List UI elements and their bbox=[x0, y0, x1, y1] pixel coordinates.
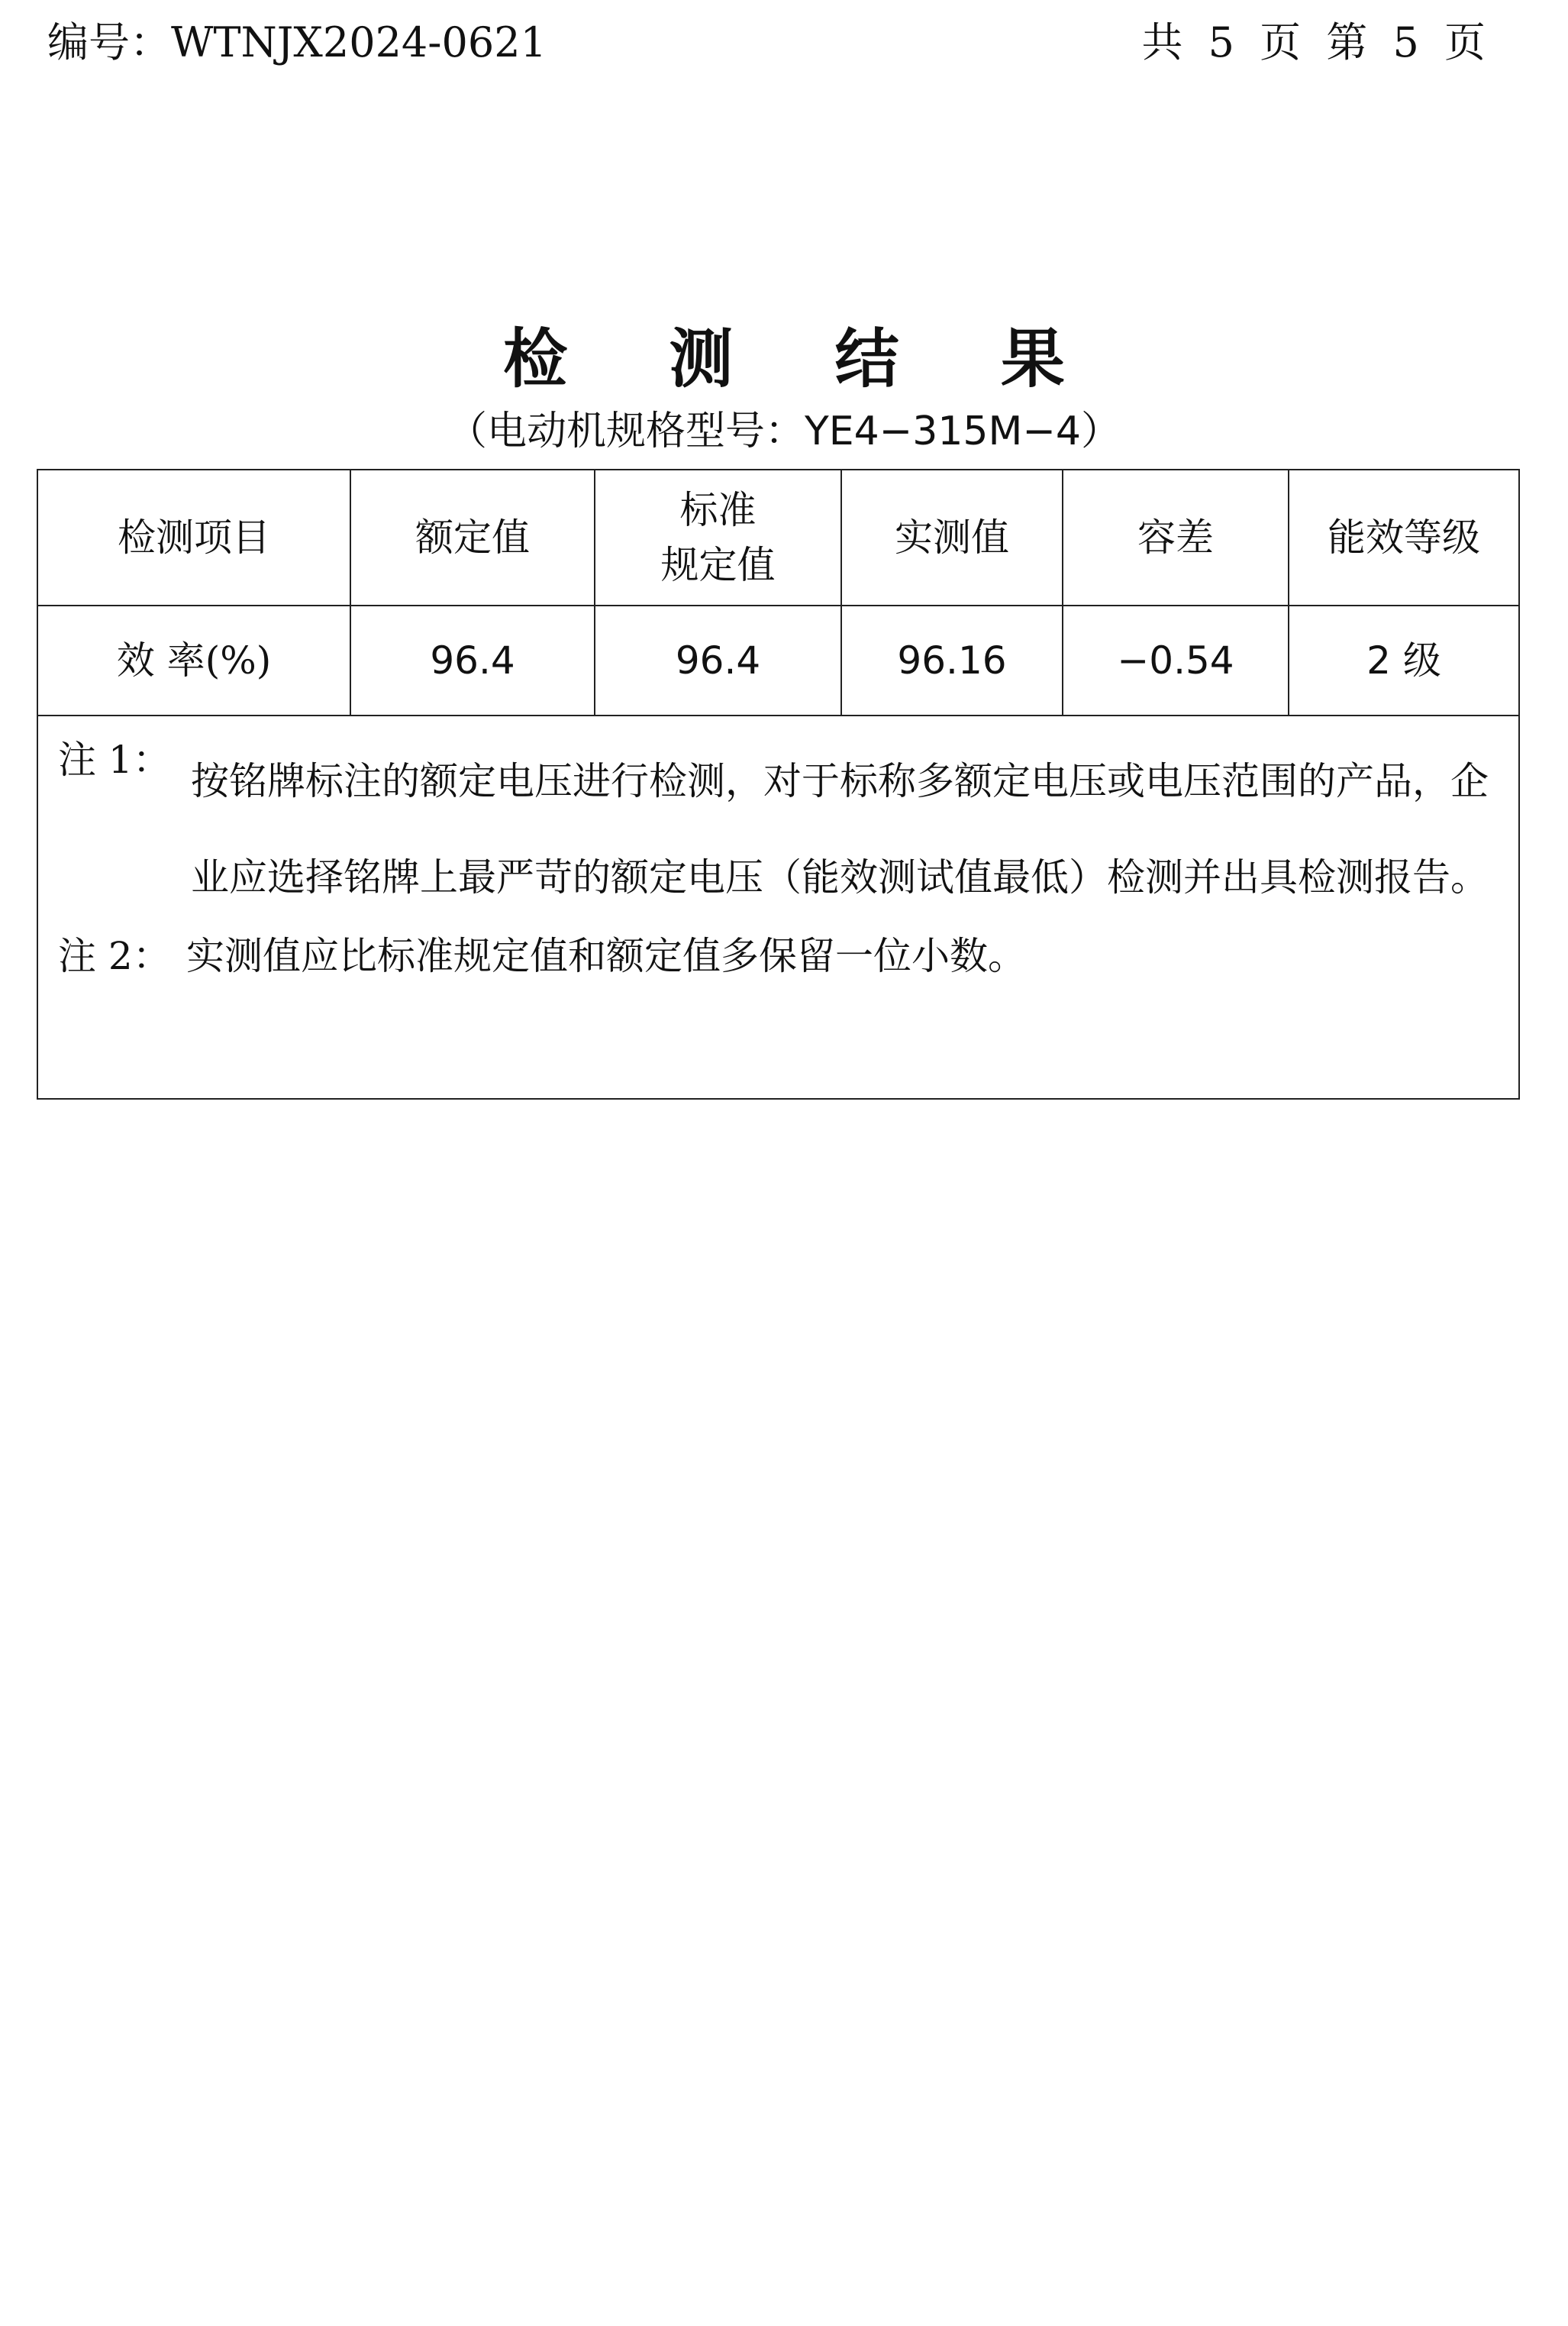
note-2-text: 实测值应比标准规定值和额定值多保留一位小数。 bbox=[186, 934, 1026, 978]
cell-measured-value: 96.16 bbox=[841, 606, 1063, 716]
header-test-item: 检测项目 bbox=[37, 470, 350, 606]
header-rated-value: 额定值 bbox=[350, 470, 595, 606]
cell-tolerance: −0.54 bbox=[1063, 606, 1289, 716]
cell-test-item bbox=[37, 606, 350, 716]
page-info: 共 5 页 第 5 页 bbox=[1141, 18, 1486, 66]
header-tolerance: 容差 bbox=[1063, 470, 1289, 606]
note-2 bbox=[38, 918, 1518, 994]
note-1 bbox=[38, 712, 1518, 926]
note-1-text: 按铭牌标注的额定电压进行检测，对于标称多额定电压或电压范围的产品，企业应选择铭牌上最严苛的额定电压（能效测试值最低）检测并出具检测报告。 bbox=[191, 759, 1489, 900]
header-standard-line1: 标准 bbox=[679, 488, 757, 532]
motor-model-subtitle: （电动机规格型号：YE4−315M−4） bbox=[447, 409, 1121, 454]
header-standard-value bbox=[595, 470, 841, 606]
report-number: 编号：WTNJX2024-0621 bbox=[47, 18, 547, 66]
cell-efficiency-grade: 2 级 bbox=[1289, 606, 1519, 716]
cell-standard-value: 96.4 bbox=[595, 606, 841, 716]
table-header-row bbox=[37, 470, 1519, 606]
header-standard-line2: 规定值 bbox=[660, 543, 776, 587]
cell-item-label: 效 率 bbox=[116, 638, 205, 683]
note-1-label: 注 1： bbox=[58, 738, 171, 782]
note-2-label: 注 2： bbox=[58, 934, 171, 978]
header-efficiency-grade: 能效等级 bbox=[1289, 470, 1519, 606]
page-title: 检 测 结 果 bbox=[503, 321, 1105, 396]
cell-rated-value: 96.4 bbox=[350, 606, 595, 716]
table-row bbox=[37, 606, 1519, 716]
cell-item-unit: (%) bbox=[205, 638, 272, 683]
notes-cell bbox=[37, 716, 1519, 1099]
test-result-table bbox=[37, 469, 1520, 1100]
header-measured-value: 实测值 bbox=[841, 470, 1063, 606]
notes-row bbox=[37, 716, 1519, 1099]
